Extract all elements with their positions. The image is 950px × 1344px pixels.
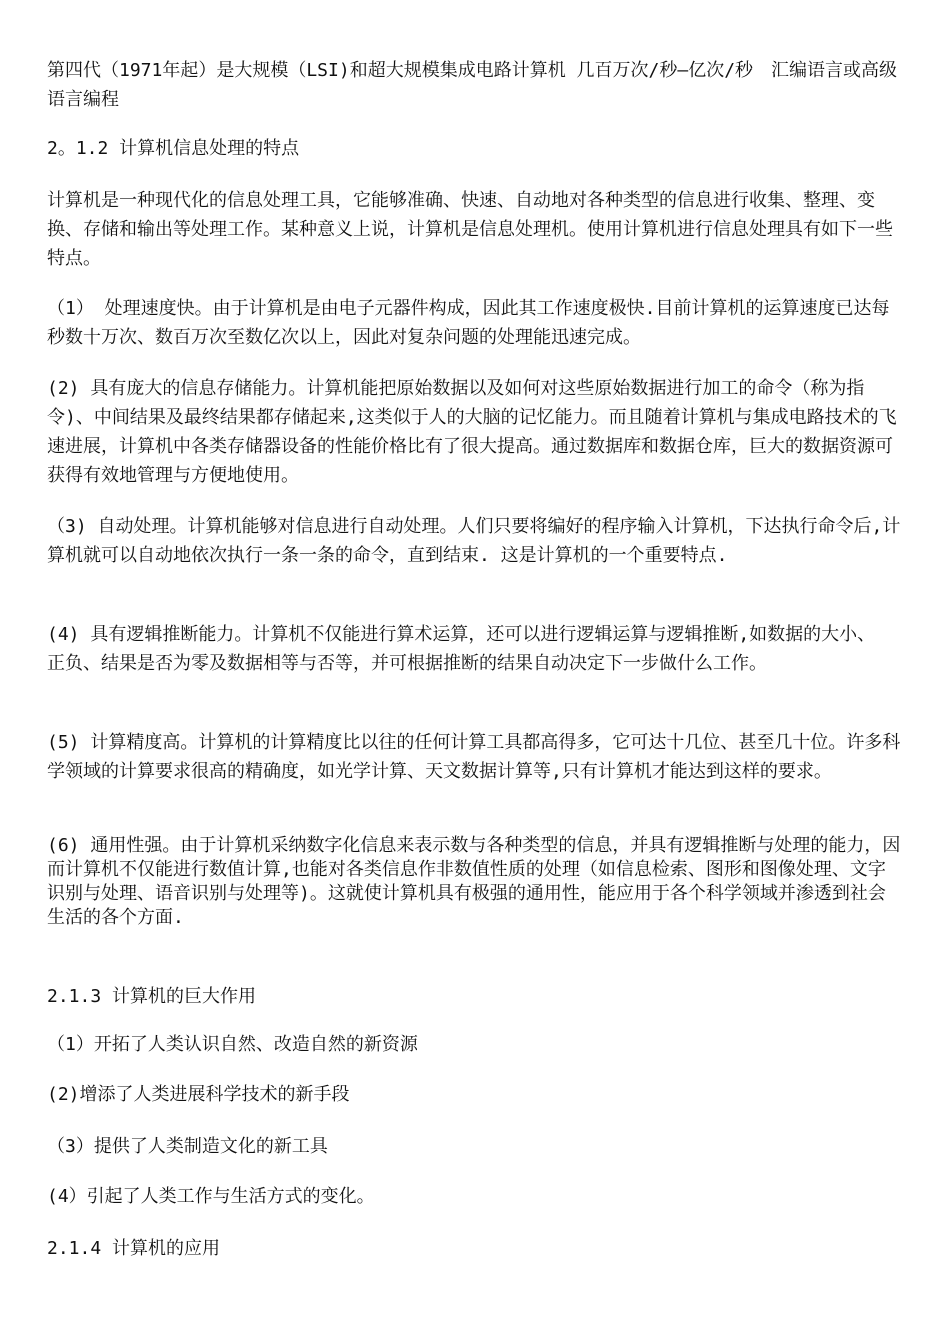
- section-heading-2-1-3: 2.1.3 计算机的巨大作用: [47, 986, 257, 1007]
- section-heading-2-1-4: 2.1.4 计算机的应用: [47, 1238, 221, 1259]
- impact-item-3: （3）提供了人类制造文化的新工具: [47, 1136, 328, 1157]
- feature-item-2: (2) 具有庞大的信息存储能力。计算机能把原始数据以及如何对这些原始数据进行加工的命令（称为指令)、中间结果及最终结果都存储起来,这类似于人的大脑的记忆能力。而且随着计算机与集成电路技术的飞速进展，计算机中各类存储器设备的性能价格比有了很大提高。通过数据库和数据仓库，巨大的数据资源可获得有效地管理与方便地使用。: [47, 378, 897, 486]
- feature-item-5: (5) 计算精度高。计算机的计算精度比以往的任何计算工具都高得多，它可达十几位、甚至几十位。许多科学领域的计算要求很高的精确度，如光学计算、天文数据计算等,只有计算机才能达到这样的要求。: [47, 732, 901, 782]
- feature-item-6: (6) 通用性强。由于计算机采纳数字化信息来表示数与各种类型的信息，并具有逻辑推断与处理的能力，因而计算机不仅能进行数值计算,也能对各类信息作非数值性质的处理（如信息检索、图形和图像处理、文字识别与处理、语音识别与处理等)。这就使计算机具有极强的通用性，能应用于各个科学领域并渗透到社会生活的各个方面.: [47, 835, 901, 928]
- feature-item-4: (4) 具有逻辑推断能力。计算机不仅能进行算术运算，还可以进行逻辑运算与逻辑推断,如数据的大小、 正负、结果是否为零及数据相等与否等，并可根据推断的结果自动决定下一步做什么工作。: [47, 624, 876, 674]
- section-heading-2-1-2: 2。1.2 计算机信息处理的特点: [47, 138, 300, 159]
- impact-item-4: (4）引起了人类工作与生活方式的变化。: [47, 1186, 375, 1207]
- feature-item-3: （3) 自动处理。计算机能够对信息进行自动处理。人们只要将编好的程序输入计算机，下达执行命令后,计算机就可以自动地依次执行一条一条的命令，直到结束. 这是计算机的一个重要特点.: [47, 516, 901, 566]
- impact-item-2: (2)增添了人类进展科学技术的新手段: [47, 1084, 350, 1105]
- intro-paragraph: 第四代（1971年起）是大规模（LSI)和超大规模集成电路计算机 几百万次/秒—亿次/秒 汇编语言或高级语言编程: [47, 60, 898, 110]
- feature-item-1: （1） 处理速度快。由于计算机是由电子元器件构成，因此其工作速度极快.目前计算机的运算速度已达每秒数十万次、数百万次至数亿次以上，因此对复杂问题的处理能迅速完成。: [47, 298, 890, 348]
- impact-item-1: （1）开拓了人类认识自然、改造自然的新资源: [47, 1034, 418, 1055]
- section-lead-paragraph: 计算机是一种现代化的信息处理工具，它能够准确、快速、自动地对各种类型的信息进行收集、整理、变换、存储和输出等处理工作。某种意义上说，计算机是信息处理机。使用计算机进行信息处理具有如下一些特点。: [47, 190, 893, 269]
